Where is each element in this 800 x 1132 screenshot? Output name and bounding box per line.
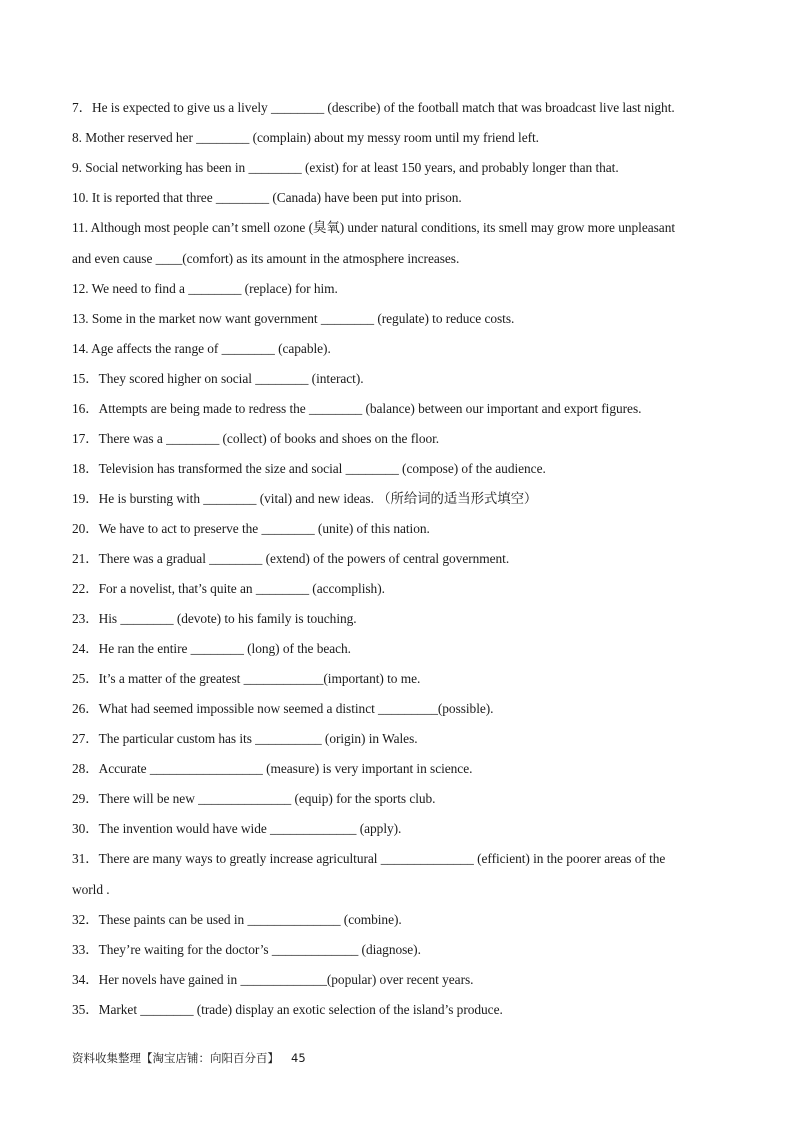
exercise-line-33: 33．They’re waiting for the doctor’s _____________ (diagnose). bbox=[72, 942, 421, 957]
page-footer bbox=[72, 1050, 306, 1066]
exercise-line-13: 13. Some in the market now want government ________ (regulate) to reduce costs. bbox=[72, 311, 515, 326]
footer-source-text: 资料收集整理【淘宝店铺：向阳百分百】 bbox=[72, 1051, 279, 1065]
exercise-line-15: 15．They scored higher on social ________ (interact). bbox=[72, 371, 364, 386]
exercise-line-31-cont: world . bbox=[72, 882, 110, 897]
exercise-line-12: 12. We need to find a ________ (replace) for him. bbox=[72, 281, 338, 296]
exercise-line-22: 22．For a novelist, that’s quite an ________ (accomplish). bbox=[72, 581, 385, 596]
exercise-line-18: 18．Television has transformed the size and social ________ (compose) of the audience. bbox=[72, 461, 546, 476]
exercise-list bbox=[72, 93, 732, 1025]
exercise-line-21: 21．There was a gradual ________ (extend) of the powers of central government. bbox=[72, 551, 510, 566]
exercise-line-19: 19．He is bursting with ________ (vital) and new ideas. （所给词的适当形式填空） bbox=[72, 491, 538, 506]
exercise-line-23: 23．His ________ (devote) to his family is touching. bbox=[72, 611, 357, 626]
exercise-line-25: 25．It’s a matter of the greatest ____________(important) to me. bbox=[72, 671, 421, 686]
exercise-line-27: 27．The particular custom has its __________ (origin) in Wales. bbox=[72, 731, 418, 746]
exercise-line-24: 24．He ran the entire ________ (long) of the beach. bbox=[72, 641, 351, 656]
exercise-line-7: 7．He is expected to give us a lively ________ (describe) of the football match that was broadcast live last night. bbox=[72, 100, 675, 115]
exercise-line-20: 20．We have to act to preserve the ________ (unite) of this nation. bbox=[72, 521, 430, 536]
exercise-line-16: 16．Attempts are being made to redress the ________ (balance) between our important and export figures. bbox=[72, 401, 642, 416]
exercise-line-10: 10. It is reported that three ________ (Canada) have been put into prison. bbox=[72, 190, 462, 205]
exercise-line-11: 11. Although most people can’t smell ozone (臭氧) under natural conditions, its smell may grow more unpleasant bbox=[72, 220, 676, 235]
page-number: 45 bbox=[291, 1051, 306, 1065]
exercise-line-9: 9. Social networking has been in ________ (exist) for at least 150 years, and probably longer than that. bbox=[72, 160, 619, 175]
exercise-line-8: 8. Mother reserved her ________ (complain) about my messy room until my friend left. bbox=[72, 130, 539, 145]
exercise-line-35: 35．Market ________ (trade) display an exotic selection of the island’s produce. bbox=[72, 1002, 503, 1017]
exercise-line-32: 32．These paints can be used in ______________ (combine). bbox=[72, 912, 402, 927]
exercise-line-28: 28．Accurate _________________ (measure) is very important in science. bbox=[72, 761, 473, 776]
exercise-line-14: 14. Age affects the range of ________ (capable). bbox=[72, 341, 331, 356]
exercise-line-17: 17．There was a ________ (collect) of books and shoes on the floor. bbox=[72, 431, 440, 446]
exercise-line-11-cont: and even cause ____(comfort) as its amount in the atmosphere increases. bbox=[72, 251, 460, 266]
exercise-line-31: 31．There are many ways to greatly increase agricultural ______________ (efficient) in the poorer areas of the bbox=[72, 851, 666, 866]
exercise-line-29: 29．There will be new ______________ (equip) for the sports club. bbox=[72, 791, 436, 806]
exercise-line-26: 26．What had seemed impossible now seemed a distinct _________(possible). bbox=[72, 701, 494, 716]
exercise-line-34: 34．Her novels have gained in _____________(popular) over recent years. bbox=[72, 972, 474, 987]
exercise-line-30: 30．The invention would have wide _____________ (apply). bbox=[72, 821, 402, 836]
